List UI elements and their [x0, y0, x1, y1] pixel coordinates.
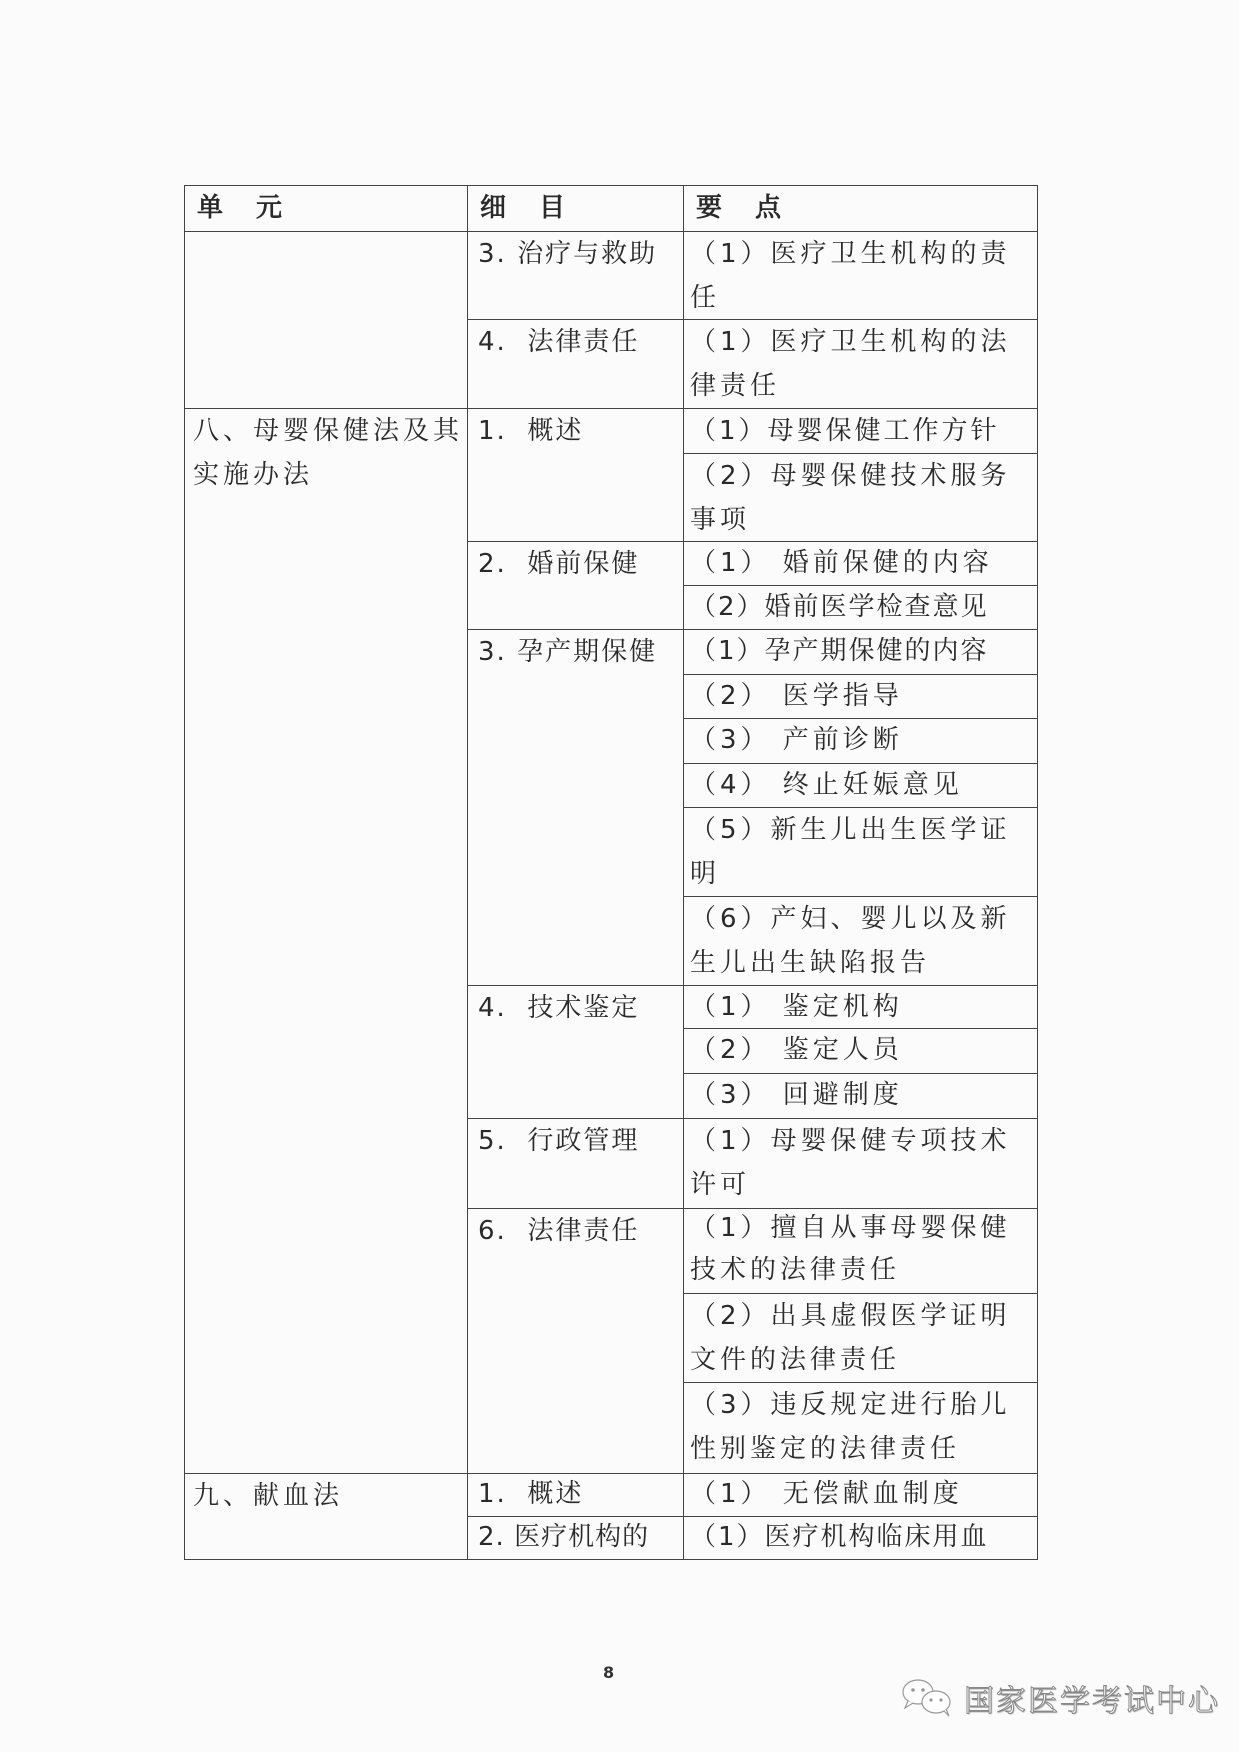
item-cell	[467, 1208, 684, 1474]
point-text: （1）母婴保健专项技术许可	[690, 1126, 1011, 1200]
point-text: （6）产妇、婴儿以及新生儿出生缺陷报告	[690, 904, 1011, 978]
point-text: （1） 婚前保健的内容	[690, 548, 993, 578]
item-label: 1. 概述	[478, 1479, 584, 1509]
header-points-label: 要 点	[696, 193, 794, 223]
item-label: 2. 医疗机构的	[478, 1522, 650, 1552]
point-cell	[683, 807, 1038, 897]
header-points	[683, 185, 1038, 232]
point-cell	[683, 763, 1038, 808]
point-cell	[683, 1293, 1038, 1383]
header-unit-label: 单 元	[197, 193, 295, 223]
item-label: 1. 概述	[478, 416, 584, 446]
item-cell	[467, 1473, 684, 1517]
point-text: （1）医疗卫生机构的责任	[690, 239, 1011, 313]
point-text: （5）新生儿出生医学证明	[690, 815, 1011, 889]
point-cell	[683, 453, 1038, 542]
item-cell	[467, 1516, 684, 1560]
item-label: 3. 孕产期保健	[478, 637, 658, 667]
point-cell	[683, 896, 1038, 986]
item-cell	[467, 985, 684, 1119]
unit-8-label: 八、母婴保健法及其实施办法	[193, 416, 464, 490]
point-text: （1）医疗机构临床用血	[690, 1522, 989, 1552]
item-label: 5. 行政管理	[478, 1126, 640, 1156]
unit-cell-8	[184, 408, 468, 1474]
point-cell	[683, 718, 1038, 764]
unit-cell-9	[184, 1473, 468, 1560]
point-cell	[683, 674, 1038, 719]
point-cell	[683, 541, 1038, 586]
header-unit	[184, 185, 468, 232]
point-cell	[683, 1208, 1038, 1294]
point-cell	[683, 1118, 1038, 1209]
point-text: （2）母婴保健技术服务事项	[690, 461, 1011, 535]
item-label: 3. 治疗与救助	[478, 239, 658, 269]
unit-9-label: 九、献血法	[193, 1481, 344, 1511]
point-cell	[683, 1473, 1038, 1517]
point-cell	[683, 985, 1038, 1029]
item-cell	[467, 541, 684, 630]
header-item	[467, 185, 684, 232]
point-text: （1） 无偿献血制度	[690, 1479, 963, 1509]
point-text: （1）母婴保健工作方针	[690, 416, 1000, 446]
point-text: （4） 终止妊娠意见	[690, 770, 963, 800]
point-text: （1）擅自从事母婴保健技术的法律责任	[690, 1213, 1011, 1285]
point-cell	[683, 231, 1038, 320]
item-cell	[467, 1118, 684, 1209]
watermark-text: 国家医学考试中心	[964, 1684, 1220, 1719]
point-text: （2）出具虚假医学证明文件的法律责任	[690, 1301, 1011, 1375]
point-text: （2） 鉴定人员	[690, 1035, 903, 1065]
item-cell	[467, 629, 684, 986]
item-label: 4. 法律责任	[478, 327, 640, 357]
point-cell	[683, 585, 1038, 630]
page-number: 8	[603, 1663, 615, 1682]
item-label: 4. 技术鉴定	[478, 993, 640, 1023]
point-cell	[683, 1028, 1038, 1074]
point-text: （2）婚前医学检查意见	[690, 592, 989, 622]
watermark	[900, 1678, 1220, 1718]
point-cell	[683, 629, 1038, 675]
point-cell	[683, 1382, 1038, 1474]
wechat-icon	[900, 1678, 958, 1718]
item-cell	[467, 408, 684, 542]
point-text: （1）孕产期保健的内容	[690, 636, 989, 666]
header-item-label: 细 目	[480, 193, 578, 223]
point-text: （1） 鉴定机构	[690, 992, 903, 1022]
point-text: （2） 医学指导	[690, 681, 903, 711]
point-text: （1）医疗卫生机构的法律责任	[690, 327, 1011, 401]
item-label: 2. 婚前保健	[478, 549, 640, 579]
unit-cell-7-continued	[184, 231, 468, 409]
point-text: （3） 回避制度	[690, 1080, 903, 1110]
point-cell	[683, 1073, 1038, 1119]
point-cell	[683, 319, 1038, 409]
item-cell	[467, 231, 684, 320]
item-label: 6. 法律责任	[478, 1216, 640, 1246]
point-text: （3） 产前诊断	[690, 725, 903, 755]
point-cell	[683, 408, 1038, 454]
item-cell	[467, 319, 684, 409]
point-text: （3）违反规定进行胎儿性别鉴定的法律责任	[690, 1390, 1011, 1464]
point-cell	[683, 1516, 1038, 1560]
